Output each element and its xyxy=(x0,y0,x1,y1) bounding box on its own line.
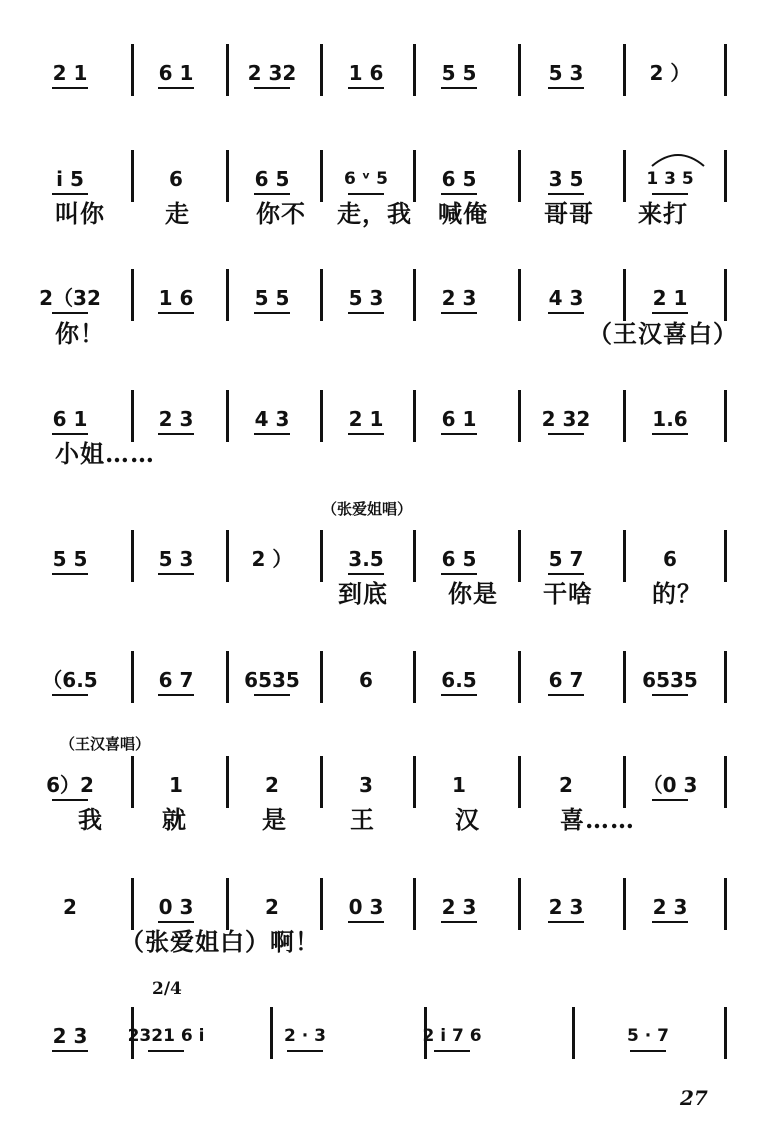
beam-underline xyxy=(148,1050,184,1052)
barline xyxy=(623,530,626,582)
beam-underline xyxy=(254,312,290,314)
beam-underline xyxy=(348,433,384,435)
barline xyxy=(623,269,626,321)
beam-underline xyxy=(652,433,688,435)
note-group: 2 xyxy=(265,773,279,797)
beam-underline xyxy=(158,921,194,923)
barline xyxy=(623,756,626,808)
lyric-text: 你不 xyxy=(256,199,306,228)
note-group: 2 ） xyxy=(649,61,691,85)
beam-underline xyxy=(254,87,290,89)
barline xyxy=(572,1007,575,1059)
lyric-text: 走 xyxy=(165,199,190,228)
note-group: 2 3 xyxy=(52,1024,88,1048)
note-group: 2 ） xyxy=(251,547,293,571)
beam-underline xyxy=(441,87,477,89)
lyric-text: 到底 xyxy=(338,579,388,608)
beam-underline xyxy=(441,433,477,435)
note-group: 2 1 xyxy=(52,61,88,85)
beam-underline xyxy=(441,312,477,314)
beam-underline xyxy=(652,193,688,195)
lyric-text: 就 xyxy=(162,805,187,834)
barline xyxy=(518,651,521,703)
barline xyxy=(518,150,521,202)
note-group: 1 6 xyxy=(158,286,194,310)
note-group: 2 3 xyxy=(441,286,477,310)
barline xyxy=(518,878,521,930)
beam-underline xyxy=(548,193,584,195)
beam-underline xyxy=(287,1050,323,1052)
barline xyxy=(226,756,229,808)
beam-underline xyxy=(52,193,88,195)
beam-underline xyxy=(348,87,384,89)
note-group: 4 3 xyxy=(254,407,290,431)
note-group: i 5 xyxy=(56,167,84,191)
barline xyxy=(623,44,626,96)
note-group: 2 · 3 xyxy=(284,1026,326,1046)
beam-underline xyxy=(52,694,88,696)
note-group: 2 xyxy=(63,895,77,919)
barline xyxy=(413,269,416,321)
note-group: 1 3 5 xyxy=(646,169,694,189)
barline xyxy=(518,44,521,96)
barline xyxy=(724,1007,727,1059)
barline xyxy=(131,44,134,96)
barline xyxy=(226,390,229,442)
beam-underline xyxy=(52,87,88,89)
note-group: 2321 6 i xyxy=(127,1026,205,1046)
beam-underline xyxy=(254,193,290,195)
beam-underline xyxy=(548,694,584,696)
beam-underline xyxy=(52,573,88,575)
lyric-text: 你！ xyxy=(55,319,105,348)
note-group: 5 3 xyxy=(158,547,194,571)
barline xyxy=(724,878,727,930)
barline xyxy=(320,390,323,442)
note-group: 5 · 7 xyxy=(627,1026,669,1046)
barline xyxy=(226,878,229,930)
note-group: 2 32 xyxy=(541,407,591,431)
beam-underline xyxy=(52,312,88,314)
note-group: 6 5 xyxy=(441,167,477,191)
note-group: 6535 xyxy=(244,668,300,692)
time-signature: 2/4 xyxy=(152,979,182,999)
barline xyxy=(518,756,521,808)
barline xyxy=(131,269,134,321)
beam-underline xyxy=(254,694,290,696)
lyric-text: 来打 xyxy=(638,199,688,228)
note-group: 2 xyxy=(265,895,279,919)
lyric-text: 哥哥 xyxy=(544,199,594,228)
beam-underline xyxy=(548,573,584,575)
barline xyxy=(131,150,134,202)
note-group: 6535 xyxy=(642,668,698,692)
note-group: 2 3 xyxy=(548,895,584,919)
beam-underline xyxy=(52,799,88,801)
barline xyxy=(320,269,323,321)
lyric-text: 小姐…… xyxy=(55,439,155,468)
beam-underline xyxy=(52,433,88,435)
barline xyxy=(623,878,626,930)
lyric-text: 你是 xyxy=(448,579,498,608)
lyric-text: 喊俺 xyxy=(438,199,488,228)
beam-underline xyxy=(441,573,477,575)
barline xyxy=(226,269,229,321)
slur xyxy=(648,148,708,168)
beam-underline xyxy=(158,87,194,89)
barline xyxy=(518,530,521,582)
beam-underline xyxy=(548,312,584,314)
note-group: 2 32 xyxy=(247,61,297,85)
lyric-text: 汉 xyxy=(455,805,480,834)
lyric-text: 是 xyxy=(262,805,287,834)
barline xyxy=(320,651,323,703)
barline xyxy=(623,651,626,703)
note-group: 2（32 xyxy=(39,286,101,310)
barline xyxy=(131,878,134,930)
beam-underline xyxy=(548,433,584,435)
beam-underline xyxy=(158,312,194,314)
barline xyxy=(413,44,416,96)
barline xyxy=(413,878,416,930)
lyric-text: （王汉喜白） xyxy=(588,319,738,348)
lyric-text: （张爱姐白）啊！ xyxy=(120,927,320,956)
note-group: 5 5 xyxy=(52,547,88,571)
note-group: 6 7 xyxy=(158,668,194,692)
note-group: 1 6 xyxy=(348,61,384,85)
note-group: 4 3 xyxy=(548,286,584,310)
note-group: 2 3 xyxy=(652,895,688,919)
note-group: 2 1 xyxy=(348,407,384,431)
note-group: 1.6 xyxy=(652,407,688,431)
note-group: 0 3 xyxy=(348,895,384,919)
beam-underline xyxy=(652,694,688,696)
note-group: 5 5 xyxy=(441,61,477,85)
note-group: 0 3 xyxy=(158,895,194,919)
note-group: 6 1 xyxy=(52,407,88,431)
note-group: 6 5 xyxy=(254,167,290,191)
page-number: 27 xyxy=(680,1086,708,1110)
beam-underline xyxy=(441,921,477,923)
barline xyxy=(320,756,323,808)
note-group: 2 1 xyxy=(652,286,688,310)
barline xyxy=(724,390,727,442)
note-group: 6 5 xyxy=(441,547,477,571)
note-group: 2 i 7 6 xyxy=(422,1026,482,1046)
note-group: 5 5 xyxy=(254,286,290,310)
beam-underline xyxy=(158,694,194,696)
note-group: （6.5 xyxy=(42,668,98,692)
barline xyxy=(724,530,727,582)
barline xyxy=(226,44,229,96)
lyric-text: 干啥 xyxy=(543,579,593,608)
note-group: 6.5 xyxy=(441,668,477,692)
lyric-text: 喜…… xyxy=(560,805,635,834)
singer-marker: （王汉喜唱） xyxy=(60,735,151,753)
beam-underline xyxy=(158,573,194,575)
beam-underline xyxy=(548,87,584,89)
barline xyxy=(226,530,229,582)
beam-underline xyxy=(52,1050,88,1052)
beam-underline xyxy=(441,694,477,696)
beam-underline xyxy=(348,193,384,195)
note-group: 6 xyxy=(359,668,373,692)
barline xyxy=(131,651,134,703)
note-group: 3 5 xyxy=(548,167,584,191)
note-group: 2 xyxy=(559,773,573,797)
beam-underline xyxy=(158,433,194,435)
note-group: 3 xyxy=(359,773,373,797)
barline xyxy=(724,269,727,321)
beam-underline xyxy=(548,921,584,923)
note-group: 3.5 xyxy=(348,547,384,571)
barline xyxy=(320,878,323,930)
barline xyxy=(413,756,416,808)
barline xyxy=(724,651,727,703)
barline xyxy=(131,530,134,582)
beam-underline xyxy=(652,921,688,923)
barline xyxy=(724,756,727,808)
note-group: 6 1 xyxy=(158,61,194,85)
lyric-text: 我 xyxy=(78,805,103,834)
beam-underline xyxy=(652,312,688,314)
note-group: 1 xyxy=(452,773,466,797)
note-group: 6 xyxy=(169,167,183,191)
barline xyxy=(320,44,323,96)
note-group: 5 3 xyxy=(348,286,384,310)
barline xyxy=(320,530,323,582)
barline xyxy=(413,390,416,442)
lyric-text: 叫你 xyxy=(55,199,105,228)
barline xyxy=(131,756,134,808)
barline xyxy=(518,390,521,442)
note-group: 1 xyxy=(169,773,183,797)
barline xyxy=(724,44,727,96)
barline xyxy=(226,651,229,703)
barline xyxy=(131,390,134,442)
beam-underline xyxy=(630,1050,666,1052)
barline xyxy=(518,269,521,321)
barline xyxy=(226,150,229,202)
note-group: 6 ᵛ 5 xyxy=(343,169,388,189)
note-group: 6）2 xyxy=(46,773,94,797)
lyric-text: 走，我 xyxy=(337,199,412,228)
note-group: 6 1 xyxy=(441,407,477,431)
barline xyxy=(623,390,626,442)
beam-underline xyxy=(652,799,688,801)
note-group: 6 xyxy=(663,547,677,571)
barline xyxy=(413,651,416,703)
lyric-text: 王 xyxy=(350,805,375,834)
note-group: 5 3 xyxy=(548,61,584,85)
beam-underline xyxy=(348,921,384,923)
beam-underline xyxy=(348,312,384,314)
note-group: （0 3 xyxy=(642,773,698,797)
beam-underline xyxy=(254,433,290,435)
note-group: 2 3 xyxy=(441,895,477,919)
beam-underline xyxy=(441,193,477,195)
lyric-text: 的？ xyxy=(652,579,702,608)
singer-marker: （张爱姐唱） xyxy=(322,500,413,518)
beam-underline xyxy=(348,573,384,575)
note-group: 5 7 xyxy=(548,547,584,571)
note-group: 2 3 xyxy=(158,407,194,431)
note-group: 6 7 xyxy=(548,668,584,692)
beam-underline xyxy=(434,1050,470,1052)
barline xyxy=(413,530,416,582)
